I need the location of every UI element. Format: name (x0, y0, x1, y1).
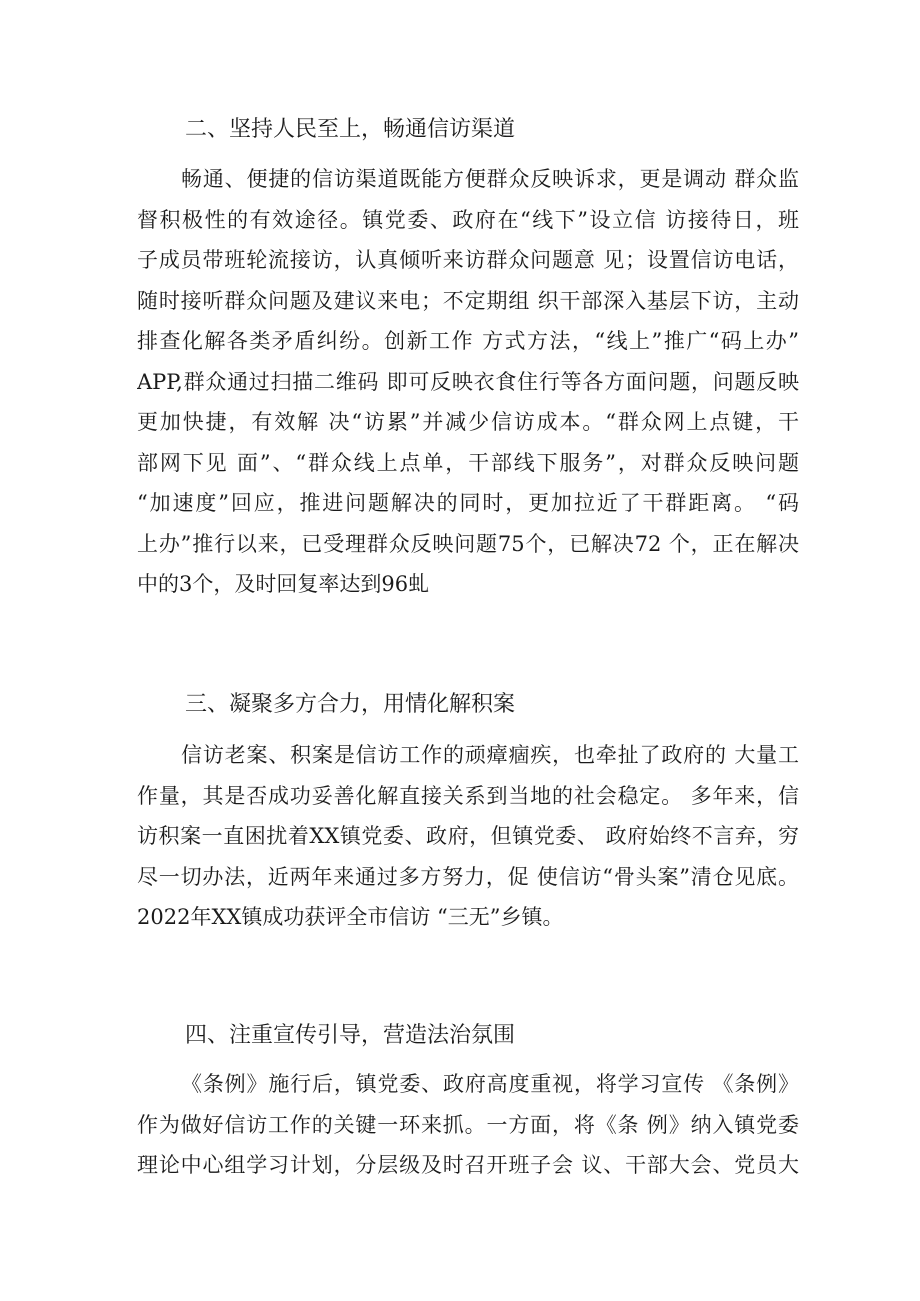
section-paragraph-4 (137, 1064, 799, 1186)
paragraph-line: 《条例》施行后，镇党委、政府高度重视，将学习宣传 《条例》 (181, 1072, 799, 1096)
paragraph-line: 子成员带班轮流接访，认真倾听来访群众问题意 见；设置信访电话， (137, 248, 799, 272)
paragraph-line: 部网下见 面”、“群众线上点单，干部线下服务”，对群众反映问题 (137, 450, 799, 475)
paragraph-line: 排查化解各类矛盾纠纷。创新工作 方式方法，“线上”推广“码上办” (137, 329, 799, 353)
section-heading-2: 二、坚持人民至上，畅通信访渠道 (185, 117, 516, 142)
paragraph-line: 理论中心组学习计划，分层级及时召开班子会 议、干部大会、党员大 (137, 1153, 799, 1177)
paragraph-line: 访积案一直困扰着XX镇党委、政府，但镇党委、 政府始终不言弃，穷 (137, 824, 799, 848)
paragraph-line: 督积极性的有效途径。镇党委、政府在“线下”设立信 访接待日，班 (137, 207, 799, 232)
paragraph-line: 2022年XX镇成功获评全市信访 “三无”乡镇。 (137, 905, 564, 929)
paragraph-line: 畅通、便捷的信访渠道既能方便群众反映诉求，更是调动 群众监 (181, 167, 799, 191)
paragraph-line: 更加快捷，有效解 决“访累”并减少信访成本。“群众网上点键，干 (137, 410, 799, 434)
paragraph-line: 随时接听群众问题及建议来电；不定期组 织干部深入基层下访，主动 (137, 288, 799, 313)
paragraph-line: 信访老案、积案是信访工作的顽瘴痼疾，也牵扯了政府的 大量工 (181, 743, 799, 767)
paragraph-line: 尽一切办法，近两年来通过多方努力，促 使信访“骨头案”清仓见底。 (137, 864, 799, 889)
section-heading-3: 三、凝聚多方合力，用情化解积案 (185, 692, 516, 717)
paragraph-line: 作为做好信访工作的关键一环来抓。一方面，将《条 例》纳入镇党委 (137, 1112, 799, 1137)
section-paragraph-2 (137, 159, 799, 605)
paragraph-line: APP,群众通过扫描二维码 即可反映衣食住行等各方面问题，问题反映 (137, 369, 799, 394)
section-paragraph-3 (137, 735, 799, 938)
section-heading-4: 四、注重宣传引导，营造法治氛围 (185, 1023, 516, 1048)
paragraph-line: 上办”推行以来，已受理群众反映问题75个，已解决72 个，正在解决 (137, 531, 799, 556)
paragraph-line: 作量，其是否成功妥善化解直接关系到当地的社会稳定。 多年来，信 (137, 783, 799, 808)
paragraph-line: “加速度”回应，推进问题解决的同时，更加拉近了干群距离。 “码 (137, 491, 799, 515)
paragraph-line: 中的3个，及时回复率达到96虬 (137, 572, 430, 596)
